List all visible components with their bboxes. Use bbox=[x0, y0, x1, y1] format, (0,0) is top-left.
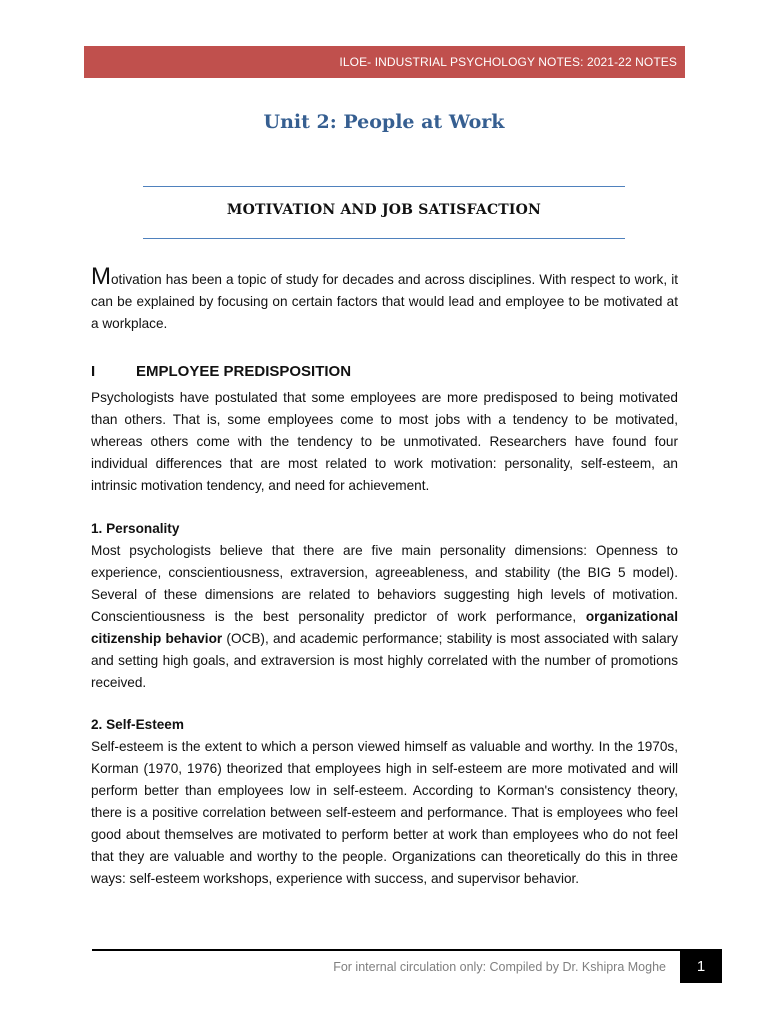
self-esteem-heading: 2. Self-Esteem bbox=[91, 717, 184, 732]
running-header bbox=[84, 46, 685, 78]
section-heading: MOTIVATION AND JOB SATISFACTION bbox=[226, 202, 542, 218]
section-rule-top bbox=[143, 186, 625, 187]
personality-text-2: (OCB), and academic performance; stability is most associated with salary and setting high goals, and extraversion is most highly correlated with the number of promotions received. bbox=[91, 631, 679, 690]
running-header-title: ILOE- INDUSTRIAL PSYCHOLOGY NOTES: 2021-22 NOTES bbox=[339, 55, 677, 69]
predisposition-paragraph: Psychologists have postulated that some employees are more predisposed to being motivated than others. That is, some employees come to most jobs with a tendency to be motivated, whereas others come with the tendency to be unmotivated. Researchers have found four individual differences that are most related to work motivation: personality, self-esteem, an intrinsic motivation tendency, and need for achievement. bbox=[91, 390, 678, 493]
section-rule-bottom bbox=[143, 238, 625, 239]
personality-text-1: Most psychologists believe that there are five main personality dimensions: Openness to experience, conscientiousness, extraversion, agreeableness, and stability (the BIG 5 model). Several of these dimensions are related to behaviors suggesting high levels of motivation. Conscientiousness is the best personality predictor of work performance, bbox=[91, 543, 678, 624]
personality-paragraph bbox=[91, 540, 678, 694]
ocb-term: organizational citizenship behavior bbox=[91, 609, 678, 646]
page-number-value: 1 bbox=[696, 957, 706, 975]
intro-paragraph bbox=[91, 263, 678, 335]
section-number: I bbox=[91, 363, 96, 380]
unit-title: Unit 2: People at Work bbox=[263, 111, 505, 133]
self-esteem-paragraph: Self-esteem is the extent to which a person viewed himself as valuable and worthy. In the 1970s, Korman (1970, 1976) theorized that employees high in self-esteem are more motivated and will perform better than employees low in self-esteem. According to Korman's consistency theory, there is a positive correlation between self-esteem and performance. That is employees who feel good about themselves are motivated to perform better at work than employees who do not feel that they are valuable and worthy to the people. Organizations can theoretically do this in three ways: self-esteem workshops, experience with success, and supervisor behavior. bbox=[91, 739, 678, 886]
footer-text: For internal circulation only: Compiled by Dr. Kshipra Moghe bbox=[333, 960, 666, 974]
section-heading-text: EMPLOYEE PREDISPOSITION bbox=[136, 363, 352, 380]
page-number bbox=[680, 949, 722, 983]
personality-heading: 1. Personality bbox=[91, 521, 180, 536]
drop-cap: M bbox=[91, 263, 111, 290]
intro-text: otivation has been a topic of study for decades and across disciplines. With respect to work, it can be explained by focusing on certain factors that would lead and employee to be motivated at a workplace. bbox=[91, 272, 678, 331]
footer-rule bbox=[92, 949, 680, 951]
employee-predisposition-heading bbox=[91, 363, 678, 380]
